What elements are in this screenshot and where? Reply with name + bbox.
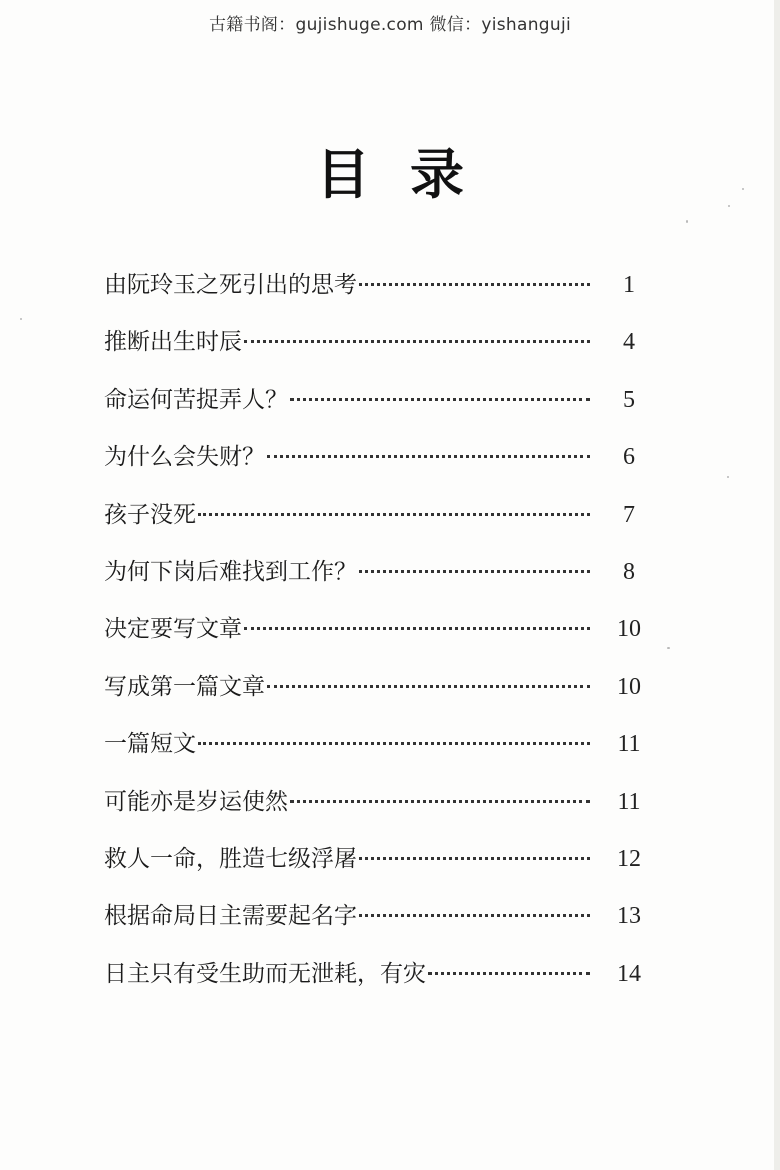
toc-entry-page-number: 8	[623, 558, 635, 585]
dot-leader	[267, 455, 590, 458]
toc-entry-title: 日主只有受生助而无泄耗，有灾	[104, 960, 426, 987]
dot-leader	[198, 513, 590, 516]
dot-leader	[359, 570, 590, 573]
toc-entry-title: 为什么会失财？	[104, 444, 265, 471]
toc-entry-title: 命运何苦捉弄人？	[104, 386, 288, 413]
toc-entry-title: 为何下岗后难找到工作？	[104, 558, 357, 585]
toc-entry	[104, 668, 664, 725]
toc-entry	[104, 266, 664, 323]
dot-leader	[359, 283, 590, 286]
toc-entry-title: 推断出生时辰	[104, 329, 242, 356]
toc-entry-page-number: 12	[617, 845, 641, 872]
dot-leader	[290, 398, 590, 401]
toc-entry-page-number: 13	[617, 903, 641, 930]
toc-entry-title: 救人一命，胜造七级浮屠	[104, 845, 357, 872]
toc-entry-page-number: 10	[617, 616, 641, 643]
toc-list	[104, 266, 664, 1012]
dot-leader	[359, 914, 590, 917]
toc-entry-page-number: 7	[623, 501, 635, 528]
toc-entry	[104, 783, 664, 840]
toc-entry-title: 可能亦是岁运使然	[104, 788, 288, 815]
dot-leader	[290, 800, 590, 803]
toc-entry-page-number: 10	[617, 673, 641, 700]
toc-entry-page-number: 4	[623, 329, 635, 356]
toc-entry	[104, 955, 664, 1012]
scan-speck	[727, 476, 729, 478]
toc-entry	[104, 553, 664, 610]
toc-entry	[104, 897, 664, 954]
toc-entry-page-number: 11	[617, 731, 641, 758]
toc-title: 目录	[316, 142, 504, 206]
watermark-text: 古籍书阁：gujishuge.com 微信：yishanguji	[208, 15, 571, 35]
dot-leader	[428, 972, 590, 975]
toc-entry	[104, 725, 664, 782]
toc-entry-page-number: 6	[623, 444, 635, 471]
toc-entry	[104, 438, 664, 495]
toc-entry	[104, 840, 664, 897]
scan-speck	[686, 220, 688, 223]
toc-entry-page-number: 11	[617, 788, 641, 815]
dot-leader	[244, 340, 590, 343]
toc-entry-title: 根据命局日主需要起名字	[104, 903, 357, 930]
toc-entry-title: 写成第一篇文章	[104, 673, 265, 700]
toc-entry-title: 决定要写文章	[104, 616, 242, 643]
dot-leader	[244, 627, 590, 630]
toc-entry-page-number: 1	[623, 272, 635, 298]
dot-leader	[198, 742, 590, 745]
scan-speck	[20, 318, 22, 320]
dot-leader	[359, 857, 590, 860]
scan-speck	[667, 647, 670, 649]
toc-entry-page-number: 5	[623, 386, 635, 413]
scan-speck	[728, 205, 730, 207]
toc-entry-page-number: 14	[617, 960, 641, 987]
toc-entry	[104, 381, 664, 438]
toc-entry	[104, 496, 664, 553]
dot-leader	[267, 685, 590, 688]
toc-entry	[104, 323, 664, 380]
scan-speck	[742, 188, 744, 190]
toc-entry-title: 一篇短文	[104, 731, 196, 758]
toc-entry-title: 由阮玲玉之死引出的思考	[104, 272, 357, 298]
toc-entry	[104, 610, 664, 667]
toc-entry-title: 孩子没死	[104, 501, 196, 528]
